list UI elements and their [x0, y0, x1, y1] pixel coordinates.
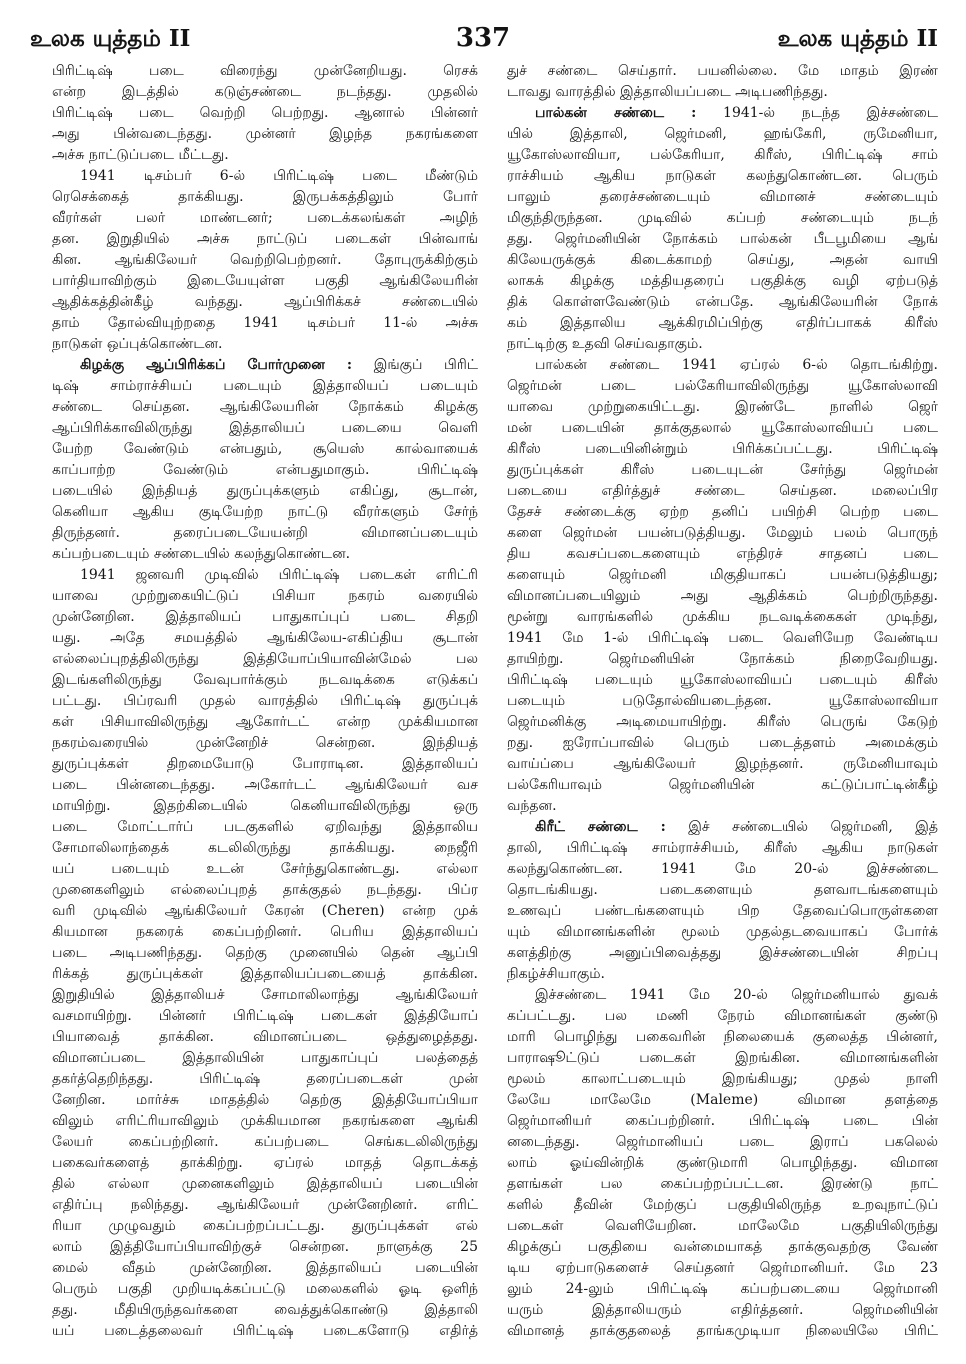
line-text: பிரிட்டிஷ் படையும் யூகோஸ்லாவியப் படையும் கிரீஸ் — [507, 672, 938, 688]
line-text: தாம் தோல்வியுற்றதை 1941 டிசம்பர் 11-ல் அச்சு — [52, 315, 478, 331]
line-text: யப் படைத்தலைவர் பிரிட்டிஷ் படைகளோடு எதிர்த் — [52, 1323, 478, 1339]
line-text: படை அடிபணிந்தது. தெற்கு முனையில் தென் ஆப்பி — [52, 945, 478, 961]
section-paragraph — [507, 103, 938, 355]
text-line — [52, 607, 478, 628]
paragraph — [52, 166, 478, 355]
line-text: இடங்களிலிருந்து வேவுபார்க்கும் நடவடிக்கை எடுக்கப் — [52, 672, 478, 688]
text-line — [52, 1216, 478, 1237]
line-text: எதிர்ப்பு நலிந்தது. ஆங்கிலேயர் முன்னேறினர். எரிட் — [52, 1197, 478, 1213]
text-line — [507, 82, 938, 103]
line-text: ஆப்பிரிக்காவிலிருந்து இத்தாலியப் படையை வெளி — [52, 420, 478, 436]
line-text: பெரும் பகுதி முறியடிக்கப்பட்டு மலைகளில் ஓடி ஒளிந் — [52, 1281, 478, 1297]
text-line — [52, 565, 478, 586]
line-text: டிய ஏற்பாடுகளைச் செய்தனர் ஜெர்மானியர். மே 23 — [507, 1260, 938, 1276]
text-line — [52, 1048, 478, 1069]
text-line — [52, 859, 478, 880]
line-text: யேற்ற வேண்டும் என்பதும், சூயெஸ் கால்வாயைக் — [52, 441, 478, 457]
text-line — [507, 292, 938, 313]
text-line — [507, 1321, 938, 1342]
text-line — [507, 649, 938, 670]
line-text: லும் 24-லும் பிரிட்டிஷ் கப்பற்படையை ஜெர்மானி — [507, 1281, 938, 1297]
line-text: வசமாயிற்று. பின்னர் பிரிட்டிஷ் படைகள் இத்தியோப் — [52, 1008, 478, 1024]
line-text: தாலி, பிரிட்டிஷ் சாம்ராச்சியம், கிரீஸ் ஆகிய நாடுகள் — [507, 840, 938, 856]
line-text: சோமாலிலாந்தைக் கடலிலிருந்து தாக்கியது. நைஜீரி — [52, 840, 478, 856]
line-text: பார்தியாவிற்கும் இடையேயுள்ள பகுதி ஆங்கிலேயரின் — [52, 273, 478, 289]
line-text: பிரிட்டிஷ் படை வெற்றி பெற்றது. ஆனால் பின்னர் — [52, 105, 478, 121]
line-text: முன்னேறின. இத்தாலியப் பாதுகாப்புப் படை சிதறி — [52, 609, 478, 625]
text-line — [52, 250, 478, 271]
text-line — [507, 1174, 938, 1195]
text-line — [52, 1153, 478, 1174]
text-line — [52, 1111, 478, 1132]
text-line — [52, 1195, 478, 1216]
text-line — [507, 880, 938, 901]
line-text: மைல் வீதம் முன்னேறின. இத்தாலியப் படையின் — [52, 1260, 478, 1276]
line-text: யும் விமானங்களின் மூலம் முதல்தடவையாகப் போர்க் — [507, 924, 938, 940]
text-line — [507, 1048, 938, 1069]
line-text: திருந்தனர். தரைப்படையேயன்றி விமானப்படையும் — [52, 525, 478, 541]
line-text: துருப்புக்கள் கிரீஸ் படையுடன் சேர்ந்து ஜெர்மன் — [507, 462, 938, 478]
line-text: அச்சு நாட்டுப்படை மீட்டது. — [52, 147, 229, 163]
text-line — [52, 670, 478, 691]
text-line — [52, 1132, 478, 1153]
line-text: கின. ஆங்கிலேயர் வெற்றிபெற்றனர். தோபுருக்கிற்கும் — [52, 252, 478, 268]
running-title-right: உலக யுத்தம் II — [777, 25, 938, 52]
line-text: லேயே மாலேமே (Maleme) விமான தளத்தை — [507, 1092, 938, 1108]
line-text: களை ஜெர்மன் பயன்படுத்தியது. மேலும் பலம் பொருந் — [507, 525, 938, 541]
line-text: காப்பாற்ற வேண்டும் என்பதுமாகும். பிரிட்டிஷ் — [52, 462, 478, 478]
line-text: மாரி பொழிந்து பகைவரின் நிலையைக் குலைத்த பின்னர், — [507, 1029, 938, 1045]
line-text: திக் கொள்ளவேண்டும் என்பதே. ஆங்கிலேயரின் நோக் — [507, 294, 938, 310]
line-text: படைகள் வெளியேறின. மாலேமே பகுதியிலிருந்து — [507, 1218, 938, 1234]
text-line — [52, 586, 478, 607]
text-line — [507, 985, 938, 1006]
section-heading: கிரீட் சண்டை : — [535, 819, 666, 835]
text-line — [52, 649, 478, 670]
line-text: தில் எல்லா முனைகளிலும் இத்தாலியப் படையின் — [52, 1176, 478, 1192]
text-line — [52, 481, 478, 502]
text-line — [52, 880, 478, 901]
line-text: படை மோட்டார்ப் படகுகளில் ஏறிவந்து இத்தாலிய — [52, 819, 478, 835]
line-text: மூலம் காலாட்படையும் இறங்கியது; முதல் நாளி — [507, 1071, 938, 1087]
line-text: என்ற இடத்தில் கடுஞ்சண்டை நடந்தது. முதலில் — [52, 84, 478, 100]
line-text: களையும் ஜெர்மனி மிகுதியாகப் பயன்படுத்தியது; — [507, 567, 938, 583]
line-text: விலும் எரிட்ரியாவிலும் முக்கியமான நகரங்களை ஆங்கி — [52, 1113, 478, 1129]
line-text: ரியா முழுவதும் கைப்பற்றப்பட்டது. துருப்புக்கள் எல் — [52, 1218, 478, 1234]
text-line — [507, 1300, 938, 1321]
line-text: லாகக் கிழக்கு மத்தியதரைப் பகுதிக்கு வழி ஏற்படுத் — [507, 273, 938, 289]
line-text: யூகோஸ்லாவியா, பல்கேரியா, கிரீஸ், பிரிட்டிஷ் சாம் — [507, 147, 938, 163]
text-line — [507, 1006, 938, 1027]
line-text: சண்டை செய்தன. ஆங்கிலேயரின் நோக்கம் கிழக்கு — [52, 399, 478, 415]
text-line — [507, 943, 938, 964]
right-column — [507, 61, 938, 1342]
line-text: விமானத் தாக்குதலைத் தாங்கமுடியா நிலையிலே பிரிட் — [507, 1323, 938, 1339]
line-text: பட்டது. பிப்ரவரி முதல் வாரத்தில் பிரிட்டிஷ் துருப்புக் — [52, 693, 478, 709]
text-line — [52, 334, 478, 355]
text-line — [507, 61, 938, 82]
text-line — [52, 292, 478, 313]
line-text: கியமான நகரைக் கைப்பற்றினர். பெரிய இத்தாலியப் — [52, 924, 478, 940]
line-text: திய கவசப்படைகளையும் எந்திரச் சாதனப் படை — [507, 546, 938, 562]
line-text: படை பின்னடைந்தது. அகோர்டட் ஆங்கிலேயர் வச — [52, 777, 478, 793]
text-line — [52, 1006, 478, 1027]
line-text: பிரிட்டிஷ் படை விரைந்து முன்னேறியது. ரெசக் — [52, 63, 478, 79]
text-line — [52, 1027, 478, 1048]
line-text: இங்குப் பிரிட் — [373, 357, 478, 373]
text-line — [52, 712, 478, 733]
line-text: தளங்கள் பல கைப்பற்றப்பட்டன. இரண்டு நாட் — [507, 1176, 938, 1192]
text-line — [507, 901, 938, 922]
line-text: தொடங்கியது. படைகளையும் தளவாடங்களையும் — [507, 882, 938, 898]
text-line — [507, 1132, 938, 1153]
text-line — [52, 943, 478, 964]
text-line — [507, 124, 938, 145]
line-text: மிகுந்திருந்தன. முடிவில் கப்பற் சண்டையும் நடந் — [507, 210, 938, 226]
text-line — [52, 838, 478, 859]
line-text: வாய்ப்பை ஆங்கிலேயர் இழந்தனர். ருமேனியாவும் — [507, 756, 938, 772]
line-text: கிலேயருக்குக் கிடைக்காமற் செய்து, அதன் வாயி — [507, 252, 938, 268]
line-text: இச் சண்டையில் ஜெர்மனி, இத் — [688, 819, 938, 835]
text-line — [52, 145, 478, 166]
line-text: ரிக்கத் துருப்புக்கள் இத்தாலியப்படையைத் தாக்கின. — [52, 966, 478, 982]
text-line — [52, 229, 478, 250]
line-text: எல்லைப்புறத்திலிருந்து இத்தியோப்பியாவின்மேல் பல — [52, 651, 478, 667]
paragraph — [507, 355, 938, 817]
paragraph — [52, 565, 478, 1342]
text-line — [507, 145, 938, 166]
line-text: கெனியா ஆகிய குடியேற்ற நாட்டு வீரர்களும் சேர்ந் — [52, 504, 478, 520]
line-text: தது. ஜெர்மனியின் நோக்கம் பால்கன் பீடபூமியை ஆங் — [507, 231, 938, 247]
line-text: ஆதிக்கத்தின்கீழ் வந்தது. ஆப்பிரிக்கச் சண்டையில் — [52, 294, 478, 310]
section-heading: கிழக்கு ஆப்பிரிக்கப் போர்முனை : — [80, 357, 353, 373]
line-text: படையில் இந்தியத் துருப்புக்களும் எகிப்து, சூடான், — [52, 483, 478, 499]
text-line — [52, 166, 478, 187]
section-paragraph — [52, 355, 478, 565]
text-line — [52, 1300, 478, 1321]
line-text: ரெசெக்கைத் தாக்கியது. இருபக்கத்திலும் போர் — [52, 189, 478, 205]
line-text: பாலும் தரைச்சண்டையும் விமானச் சண்டையும் — [507, 189, 938, 205]
line-text: விமானப்படை இத்தாலியின் பாதுகாப்புப் பலத்தைத் — [52, 1050, 478, 1066]
text-line — [507, 481, 938, 502]
line-text: றது. ஐரோப்பாவில் பெரும் படைத்தளம் அமைக்கும் — [507, 735, 938, 751]
line-text: களில் தீவின் மேற்குப் பகுதியிலிருந்த உறவுநாட்டுப் — [507, 1197, 938, 1213]
line-text: வீரர்கள் பலர் மாண்டனர்; படைக்கலங்கள் அழிந் — [52, 210, 478, 226]
line-text: டாவது வாரத்தில் இத்தாலியப்படை அடிபணிந்தது. — [507, 84, 828, 100]
line-text: கம் இத்தாலிய ஆக்கிரமிப்பிற்கு எதிர்ப்பாகக் கிரீஸ் — [507, 315, 938, 331]
line-text: னேறின. மார்ச்சு மாதத்தில் தெற்கு இத்தியோப்பியா — [52, 1092, 478, 1108]
text-line — [507, 670, 938, 691]
text-line — [507, 502, 938, 523]
line-text: மன் படையின் தாக்குதலால் யூகோஸ்லாவியப் படை — [507, 420, 938, 436]
line-text: பியாவைத் தாக்கின. விமானப்படை ஒத்துழைத்தது. — [52, 1029, 478, 1045]
line-text: மூன்று வாரங்களில் முக்கிய நடவடிக்கைகள் முடிந்து, — [507, 609, 938, 625]
line-text: னடைந்தது. ஜெர்மானியப் படை இராப் பகலெல் — [507, 1134, 938, 1150]
text-line — [507, 565, 938, 586]
text-line — [52, 208, 478, 229]
line-text: பால்கன் சண்டை 1941 ஏப்ரல் 6-ல் தொடங்கிற்று. — [535, 357, 938, 373]
line-text: கள் பிசியாவிலிருந்து ஆகோர்டட் என்ற முக்கியமான — [52, 714, 478, 730]
text-line — [507, 103, 938, 124]
text-line — [52, 460, 478, 481]
text-line — [52, 901, 478, 922]
text-line — [52, 796, 478, 817]
text-line — [507, 1216, 938, 1237]
text-line — [507, 250, 938, 271]
text-line — [52, 733, 478, 754]
line-text: கப்பற்படையும் சண்டையில் கலந்துகொண்டன. — [52, 546, 351, 562]
text-line — [52, 1321, 478, 1342]
text-line — [507, 859, 938, 880]
line-text: ஜெர்மானியர் கைப்பற்றினர். பிரிட்டிஷ் படை பின் — [507, 1113, 938, 1129]
text-line — [52, 61, 478, 82]
text-line — [52, 985, 478, 1006]
line-text: உணவுப் பண்டங்களையும் பிற தேவைப்பொருள்களை — [507, 903, 938, 919]
text-line — [52, 418, 478, 439]
text-line — [507, 376, 938, 397]
text-line — [507, 1153, 938, 1174]
paragraph — [52, 61, 478, 166]
paragraph — [507, 985, 938, 1342]
text-line — [52, 82, 478, 103]
text-line — [507, 628, 938, 649]
line-text: கலந்துகொண்டன. 1941 மே 20-ல் இச்சண்டை — [507, 861, 938, 877]
text-line — [507, 334, 938, 355]
section-heading: பால்கன் சண்டை : — [535, 105, 697, 121]
text-line — [507, 271, 938, 292]
text-line — [507, 607, 938, 628]
text-line — [507, 418, 938, 439]
text-line — [52, 628, 478, 649]
line-text: பாராஷூட்டுப் படைகள் இறங்கின. விமானங்களின் — [507, 1050, 938, 1066]
line-text: வந்தன. — [507, 798, 557, 814]
line-text: நாடுகள் ஒப்புக்கொண்டன. — [52, 336, 223, 352]
line-text: லேயர் கைப்பற்றினர். கப்பற்படை செங்கடலிலிருந்து — [52, 1134, 478, 1150]
text-line — [507, 1027, 938, 1048]
text-line — [507, 1237, 938, 1258]
text-line — [507, 208, 938, 229]
line-text: அது பின்வடைந்தது. முன்னர் இழந்த நகரங்களை — [52, 126, 478, 142]
text-line — [52, 502, 478, 523]
line-text: யது. அதே சமயத்தில் ஆங்கிலேய-எகிப்திய சூடான் — [52, 630, 478, 646]
text-line — [52, 1258, 478, 1279]
section-paragraph — [507, 817, 938, 985]
text-line — [507, 586, 938, 607]
line-text: தகர்த்தெறிந்தது. பிரிட்டிஷ் தரைப்படைகள் முன் — [52, 1071, 478, 1087]
line-text: லாம் ஓய்வின்றிக் குண்டுமாரி பொழிந்தது. விமான — [507, 1155, 938, 1171]
text-line — [52, 1237, 478, 1258]
line-text: தன. இறுதியில் அச்சு நாட்டுப் படைகள் பின்வாங் — [52, 231, 478, 247]
line-text: விமானப்படையிலும் அது ஆதிக்கம் பெற்றிருந்தது. — [507, 588, 938, 604]
text-line — [507, 838, 938, 859]
text-line — [52, 775, 478, 796]
text-line — [52, 523, 478, 544]
text-line — [52, 1090, 478, 1111]
line-text: கிழக்குப் பகுதியை வன்மையாகத் தாக்குவதற்கு வேண் — [507, 1239, 938, 1255]
line-text: துச் சண்டை செய்தார். பயனில்லை. மே மாதம் இரண் — [507, 63, 938, 79]
text-line — [52, 964, 478, 985]
line-text: தேசச் சண்டைக்கு ஏற்ற தனிப் பயிற்சி பெற்ற படை — [507, 504, 938, 520]
line-text: யாவை முற்றுகையிட்டது. இரண்டே நாளில் ஜெர் — [507, 399, 938, 415]
text-line — [507, 439, 938, 460]
text-line — [52, 355, 478, 376]
line-text: லாம் இத்தியோப்பியாவிற்குச் சென்றன. நாளுக்கு 25 — [52, 1239, 478, 1255]
text-line — [507, 460, 938, 481]
line-text: 1941 மே 1-ல் பிரிட்டிஷ் படை வெளியேற வேண்டிய — [507, 630, 938, 646]
line-text: 1941 டிசம்பர் 6-ல் பிரிட்டிஷ் படை மீண்டும் — [80, 168, 478, 184]
text-line — [52, 1279, 478, 1300]
text-line — [507, 964, 938, 985]
text-line — [52, 1174, 478, 1195]
line-text: டிஷ் சாம்ராச்சியப் படையும் இத்தாலியப் படையும் — [52, 378, 478, 394]
text-line — [52, 1069, 478, 1090]
text-line — [507, 754, 938, 775]
line-text: படையும் படுதோல்வியடைந்தன. யூகோஸ்லாவியா — [507, 693, 938, 709]
line-text: இறுதியில் இத்தாலியச் சோமாலிலாந்து ஆங்கிலேயர் — [52, 987, 478, 1003]
text-line — [507, 1111, 938, 1132]
text-line — [52, 922, 478, 943]
line-text: தாயிற்று. ஜெர்மனியின் நோக்கம் நிறைவேறியது. — [507, 651, 938, 667]
line-text: மாயிற்று. இதற்கிடையில் கெனியாவிலிருந்து ஒரு — [52, 798, 478, 814]
text-line — [507, 229, 938, 250]
text-line — [507, 1279, 938, 1300]
line-text: படையை எதிர்த்துச் சண்டை செய்தன. மலைப்பிர — [507, 483, 938, 499]
line-text: யப் படையும் உடன் சேர்ந்துகொண்டது. எல்லா — [52, 861, 478, 877]
line-text: தது. மீதியிருந்தவர்களை வைத்துக்கொண்டு இத்தாலி — [52, 1302, 478, 1318]
text-line — [52, 439, 478, 460]
text-line — [52, 754, 478, 775]
text-line — [507, 166, 938, 187]
line-text: யாவை முற்றுகையிட்டுப் பிசியா நகரம் வரையில் — [52, 588, 478, 604]
running-title-left: உலக யுத்தம் II — [30, 25, 191, 52]
line-text: ஜெர்மன் படை பல்கேரியாவிலிருந்து யூகோஸ்லாவி — [507, 378, 938, 394]
text-line — [52, 544, 478, 565]
text-line — [507, 187, 938, 208]
text-line — [52, 313, 478, 334]
text-line — [52, 103, 478, 124]
line-text: பகைவர்களைத் தாக்கிற்று. ஏப்ரல் மாதத் தொடக்கத் — [52, 1155, 478, 1171]
text-line — [52, 376, 478, 397]
text-line — [507, 775, 938, 796]
line-text: களத்திற்கு அனுப்பிவைத்தது இச்சண்டையின் சிறப்பு — [507, 945, 938, 961]
line-text: நாட்டிற்கு உதவி செய்வதாகும். — [507, 336, 703, 352]
line-text: துருப்புக்கள் திறமையோடு போராடின. இத்தாலியப் — [52, 756, 478, 772]
text-line — [52, 271, 478, 292]
line-text: வரி முடிவில் ஆங்கிலேயர் கேரன் (Cheren) என்ற முக் — [52, 903, 478, 919]
text-line — [507, 817, 938, 838]
line-text: யரும் இத்தாலியரும் எதிர்த்தனர். ஜெர்மனியின் — [507, 1302, 938, 1318]
line-text: நகரம்வரையில் முன்னேறிச் சென்றன. இந்தியத் — [52, 735, 478, 751]
text-line — [507, 796, 938, 817]
line-text: யில் இத்தாலி, ஜெர்மனி, ஹங்கேரி, ருமேனியா, — [507, 126, 938, 142]
text-line — [507, 313, 938, 334]
page-number: 337 — [455, 23, 511, 53]
text-line — [52, 817, 478, 838]
text-line — [507, 523, 938, 544]
line-text: முனைகளிலும் எல்லைப்புறத் தாக்குதல் நடந்தது. பிப்ர — [52, 882, 478, 898]
text-line — [507, 544, 938, 565]
text-line — [507, 1195, 938, 1216]
line-text: 1941-ல் நடந்த இச்சண்டை — [723, 105, 938, 121]
text-line — [507, 355, 938, 376]
text-line — [52, 124, 478, 145]
text-line — [507, 1258, 938, 1279]
left-column — [52, 61, 478, 1342]
text-line — [52, 691, 478, 712]
text-line — [507, 1069, 938, 1090]
line-text: 1941 ஜனவரி முடிவில் பிரிட்டிஷ் படைகள் எரிட்ரி — [80, 567, 478, 583]
line-text: பல்கேரியாவும் ஜெர்மனியின் கட்டுப்பாட்டின்கீழ் — [507, 777, 938, 793]
text-line — [507, 691, 938, 712]
line-text: நிகழ்ச்சியாகும். — [507, 966, 605, 982]
line-text: ஜெர்மனிக்கு அடிமையாயிற்று. கிரீஸ் பெருங் கேடுற் — [507, 714, 938, 730]
paragraph — [507, 61, 938, 103]
line-text: இச்சண்டை 1941 மே 20-ல் ஜெர்மனியால் துவக் — [535, 987, 938, 1003]
text-line — [507, 733, 938, 754]
line-text: கப்பட்டது. பல மணி நேரம் விமானங்கள் குண்டு — [507, 1008, 938, 1024]
text-line — [507, 397, 938, 418]
text-line — [507, 922, 938, 943]
text-line — [507, 1090, 938, 1111]
text-line — [507, 712, 938, 733]
line-text: ராச்சியம் ஆகிய நாடுகள் கலந்துகொண்டன. பெரும் — [507, 168, 938, 184]
text-line — [52, 187, 478, 208]
line-text: கிரீஸ் படையினின்றும் பிரிக்கப்பட்டது. பிரிட்டிஷ் — [507, 441, 938, 457]
text-line — [52, 397, 478, 418]
